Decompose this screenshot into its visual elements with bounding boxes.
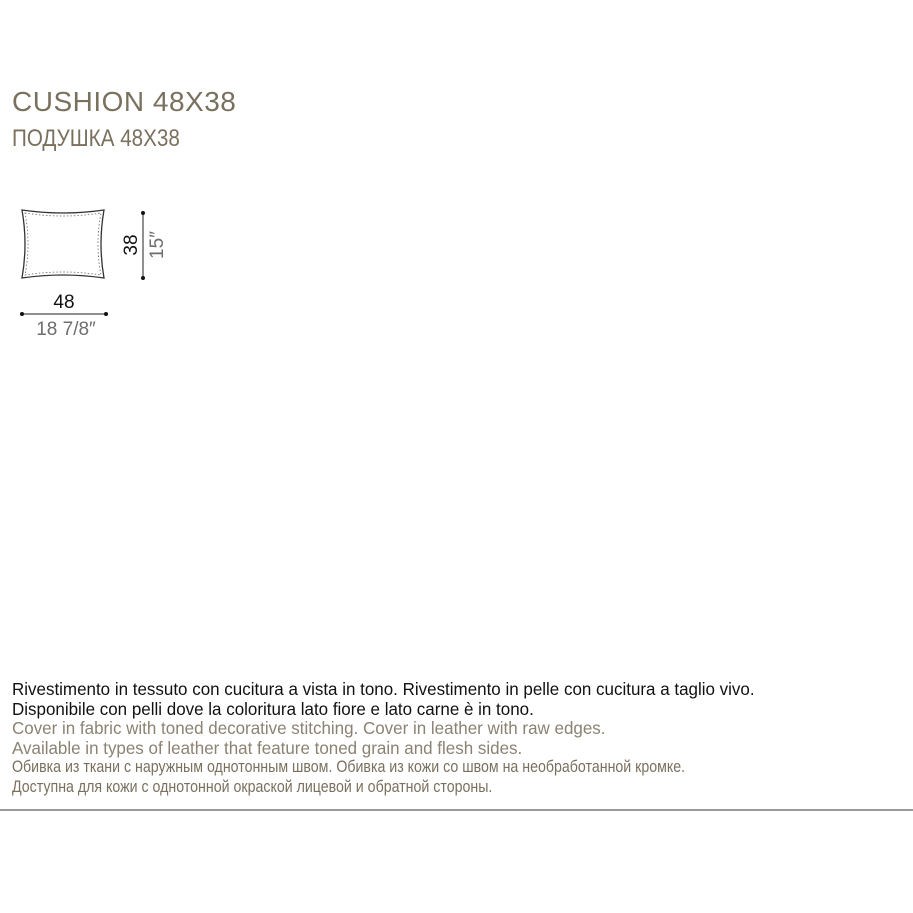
description-english-line-2: Available in types of leather that feature toned grain and flesh sides. xyxy=(12,737,523,758)
cushion-dimension-drawing xyxy=(0,190,200,350)
width-metric-label: 48 xyxy=(53,292,75,313)
description-russian-line-2: Доступна для кожи с однотонной окраской лицевой и обратной стороны. xyxy=(12,777,493,796)
bottom-divider xyxy=(0,809,913,811)
width-imperial-label: 18 7/8″ xyxy=(36,319,96,340)
description-english-line-1: Cover in fabric with toned decorative stitching. Cover in leather with raw edges. xyxy=(12,718,606,738)
description-italian-line-2: Disponibile con pelli dove la coloritura lato fiore e lato carne è in tono. xyxy=(12,698,534,719)
product-title-russian: ПОДУШКА 48X38 xyxy=(12,125,180,152)
description-russian-line-1: Обивка из ткани с наружным однотонным швом. Обивка из кожи со швом на необработанной кромке. xyxy=(12,758,686,776)
cushion-outline xyxy=(22,210,104,278)
height-metric-label: 38 xyxy=(121,234,142,256)
product-description xyxy=(12,680,902,797)
description-italian-line-1: Rivestimento in tessuto con cucitura a vista in tono. Rivestimento in pelle con cucitura a taglio vivo. xyxy=(12,679,755,699)
height-imperial-label: 15″ xyxy=(147,231,168,259)
product-title: CUSHION 48X38 xyxy=(12,86,237,117)
